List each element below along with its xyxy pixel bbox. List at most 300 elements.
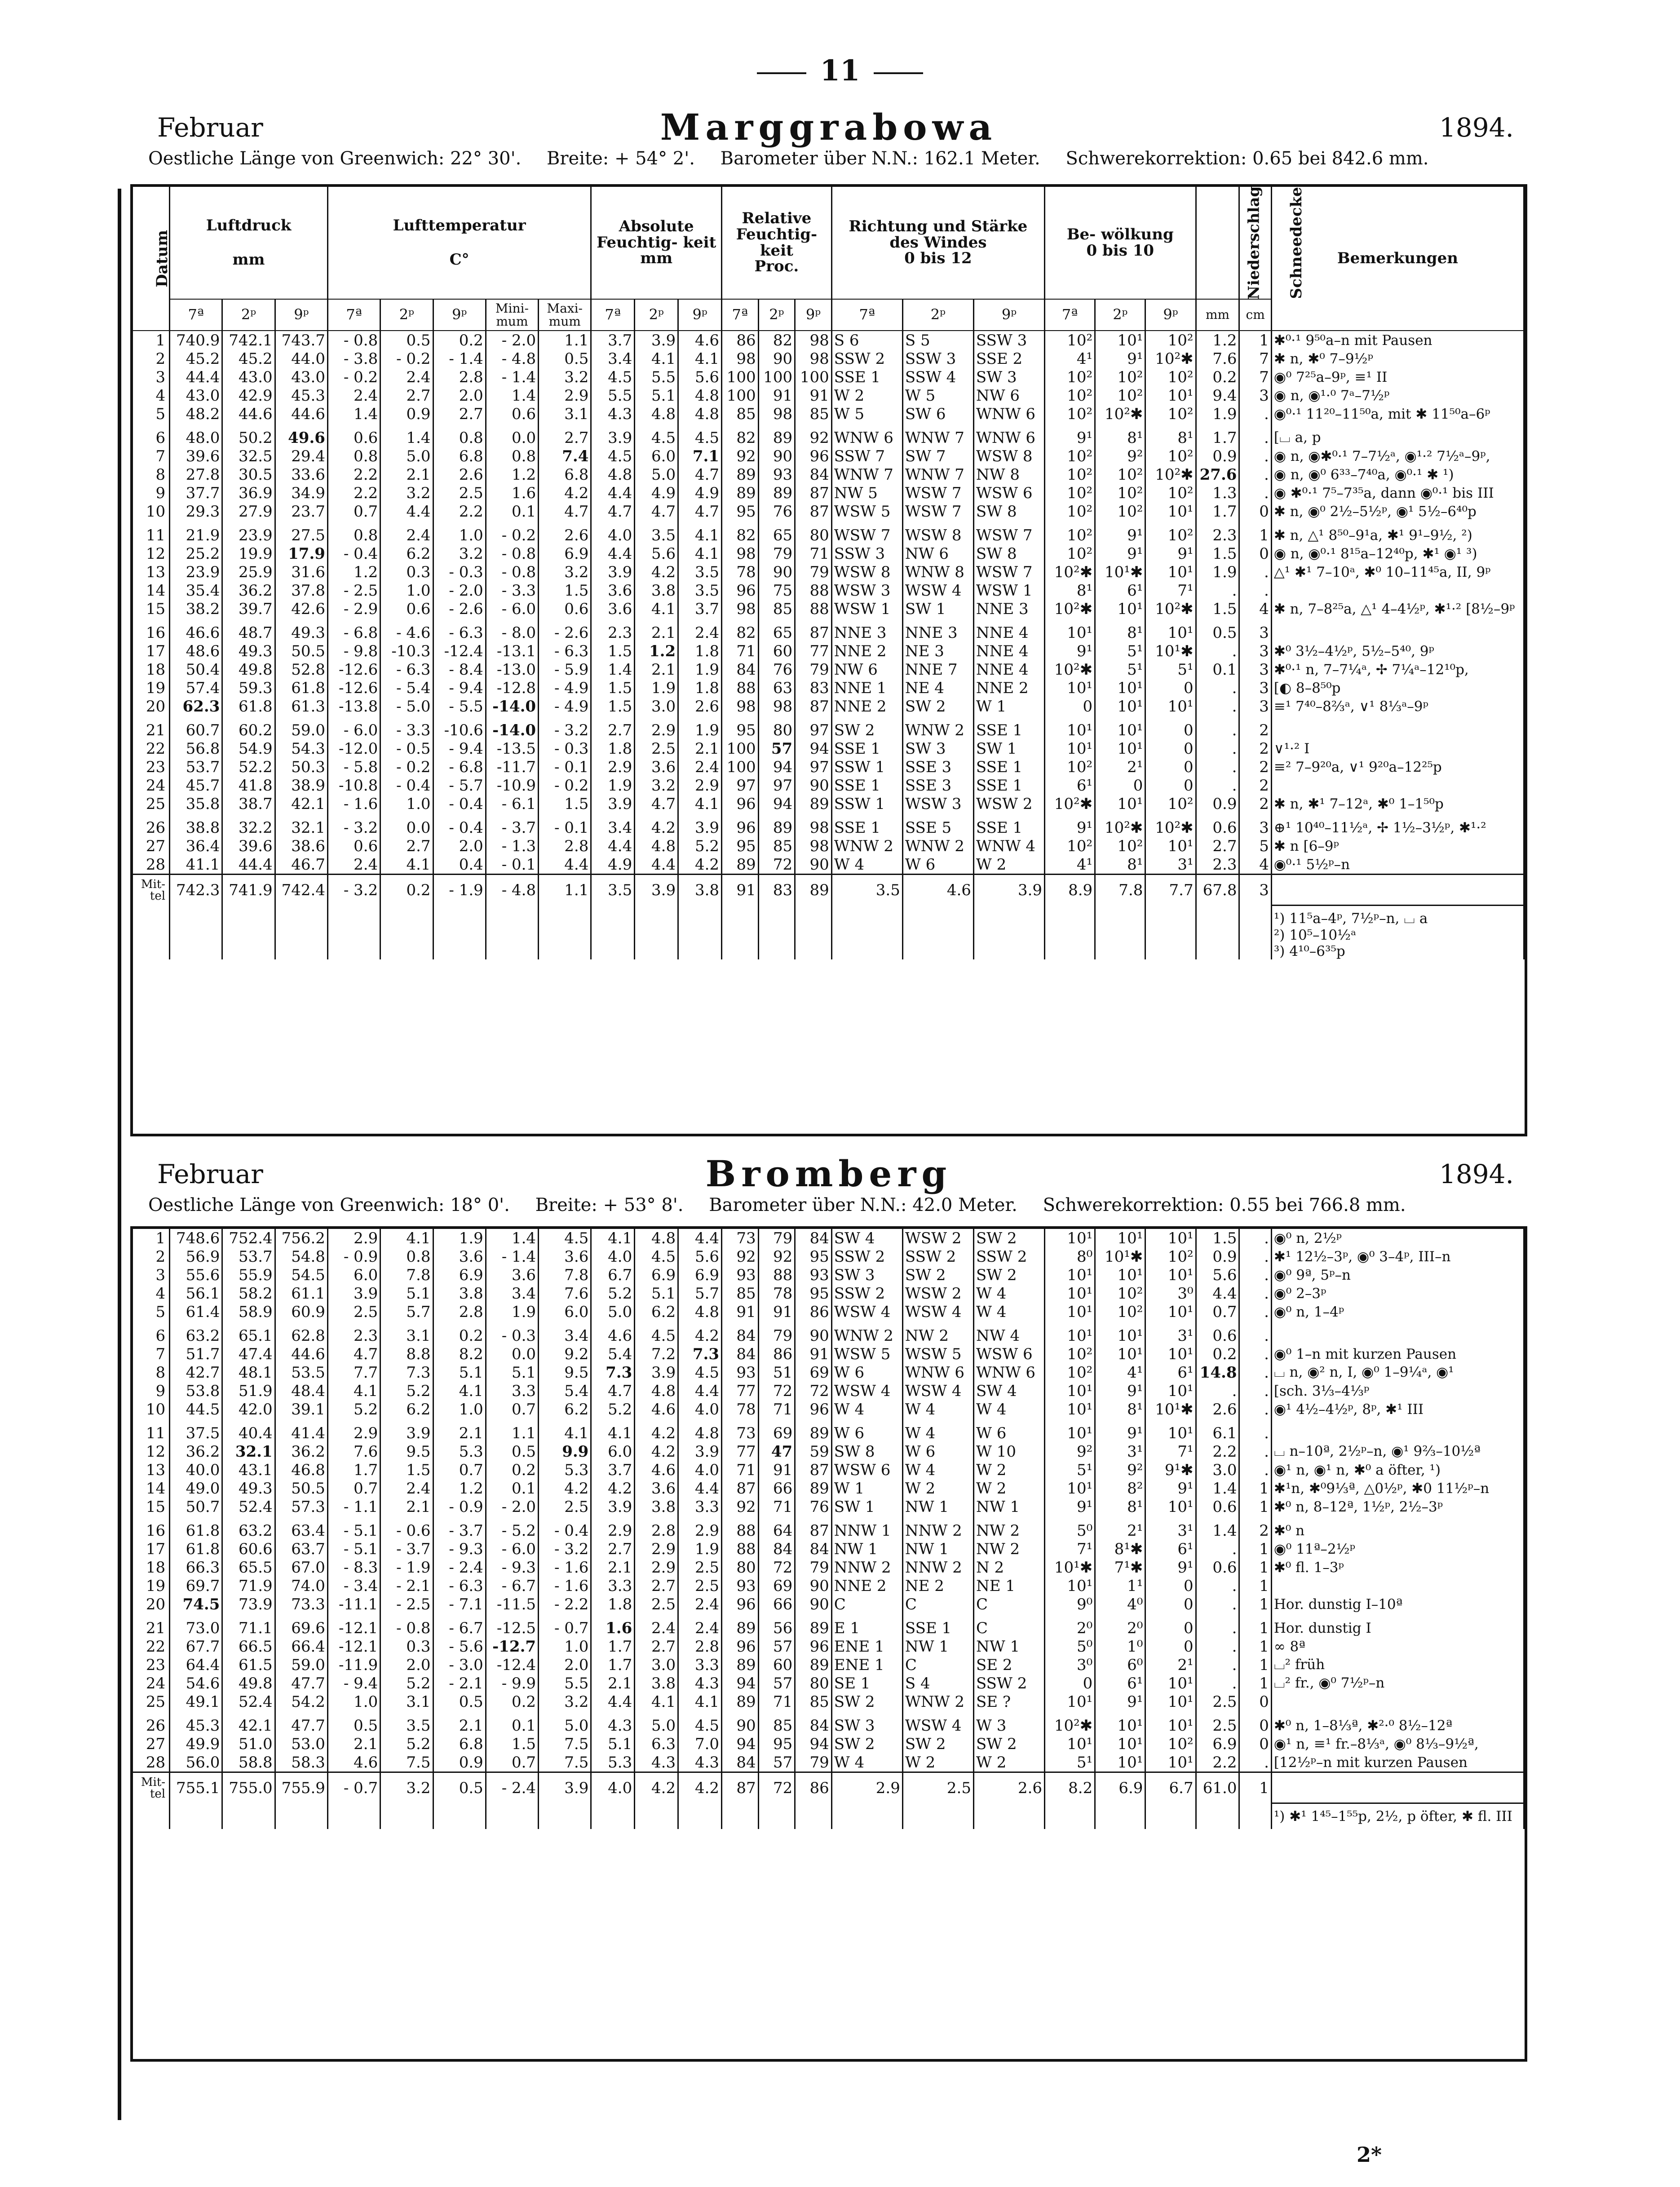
gap-cell bbox=[678, 813, 722, 818]
value-cell: 3 bbox=[1239, 679, 1271, 697]
value-cell: 0.9 bbox=[1196, 1247, 1239, 1266]
value-cell: 2.2 bbox=[433, 502, 486, 521]
gap-cell bbox=[795, 1613, 832, 1619]
gap-cell bbox=[222, 1321, 275, 1326]
value-cell: 6.0 bbox=[635, 447, 678, 465]
value-cell: W 1 bbox=[973, 697, 1044, 716]
value-cell: - 3.0 bbox=[433, 1656, 486, 1674]
value-cell: - 0.6 bbox=[380, 1521, 433, 1540]
table-row bbox=[133, 1382, 1524, 1400]
remark-cell: ⌴ n, ◉² n, I, ◉⁰ 1–9¼ᵃ, ◉¹ bbox=[1271, 1363, 1524, 1382]
value-cell: 10² bbox=[1045, 526, 1095, 544]
table-row bbox=[133, 526, 1524, 544]
remark-cell: ✱¹n, ✱⁰9⅓ª, △0½ᵖ, ✱0 11½ᵖ–n bbox=[1271, 1479, 1524, 1498]
value-cell: NW 1 bbox=[973, 1637, 1044, 1656]
value-cell: 5.3 bbox=[591, 1753, 635, 1772]
value-cell: 0.2 bbox=[433, 331, 486, 349]
value-cell: 10² bbox=[1145, 526, 1196, 544]
value-cell: 1.9 bbox=[678, 721, 722, 739]
value-cell: 4.2 bbox=[635, 1424, 678, 1442]
value-cell: 10² bbox=[1045, 544, 1095, 563]
table-row bbox=[133, 1400, 1524, 1418]
gap-cell bbox=[902, 1711, 973, 1716]
value-cell: 89 bbox=[722, 484, 759, 502]
value-cell: 9¹ bbox=[1045, 642, 1095, 660]
value-cell: 1.2 bbox=[327, 563, 380, 581]
value-cell: 2.7 bbox=[539, 429, 591, 447]
value-cell: WSW 8 bbox=[831, 563, 902, 581]
value-cell: 64 bbox=[758, 1521, 795, 1540]
value-cell: 7.3 bbox=[380, 1363, 433, 1382]
value-cell: 5¹ bbox=[1145, 660, 1196, 679]
value-cell: SW 6 bbox=[902, 405, 973, 423]
gap-cell bbox=[722, 716, 759, 721]
gap-cell bbox=[795, 1321, 832, 1326]
value-cell: 4¹ bbox=[1045, 855, 1095, 875]
value-cell: 3.1 bbox=[539, 405, 591, 423]
value-cell: 7.3 bbox=[591, 1363, 635, 1382]
value-cell: 3.7 bbox=[591, 1461, 635, 1479]
remark-cell: ✱ n [6–9ᵖ bbox=[1271, 837, 1524, 855]
value-cell: 2.8 bbox=[433, 1303, 486, 1321]
group-gap bbox=[133, 423, 1524, 429]
value-cell: 4.4 bbox=[635, 855, 678, 875]
gap-cell bbox=[170, 1516, 222, 1521]
sub-9p: 9ᵖ bbox=[678, 299, 722, 331]
value-cell: 93 bbox=[758, 465, 795, 484]
gap-cell bbox=[722, 1613, 759, 1619]
value-cell: - 2.0 bbox=[486, 331, 538, 349]
value-cell: 3.0 bbox=[1196, 1461, 1239, 1479]
value-cell: 4.4 bbox=[678, 1479, 722, 1498]
value-cell: 53.7 bbox=[170, 758, 222, 776]
value-cell: 8¹ bbox=[1045, 581, 1095, 600]
day-cell: 6 bbox=[133, 1326, 170, 1345]
gap-cell bbox=[539, 1321, 591, 1326]
value-cell: 4.2 bbox=[591, 1479, 635, 1498]
value-cell: 7.8 bbox=[539, 1266, 591, 1284]
value-cell: 2.9 bbox=[539, 386, 591, 405]
mean-cell: 4.2 bbox=[678, 1772, 722, 1803]
value-cell: 1.9 bbox=[635, 679, 678, 697]
weather-table bbox=[133, 187, 1525, 959]
mean-cell: 3.2 bbox=[380, 1772, 433, 1803]
value-cell: 3.9 bbox=[327, 1284, 380, 1303]
value-cell: 1.9 bbox=[678, 1540, 722, 1558]
value-cell: 8¹ bbox=[1095, 1400, 1145, 1418]
value-cell: 0.3 bbox=[380, 1637, 433, 1656]
value-cell: SW 8 bbox=[973, 544, 1044, 563]
mean-cell: 3.5 bbox=[831, 875, 902, 906]
value-cell: 10² bbox=[1045, 405, 1095, 423]
value-cell: 4.5 bbox=[678, 1716, 722, 1735]
gap-cell bbox=[486, 1516, 538, 1521]
value-cell: 10² bbox=[1145, 447, 1196, 465]
value-cell: 4.4 bbox=[678, 1382, 722, 1400]
gap-cell bbox=[722, 1321, 759, 1326]
remark-cell: Hor. dunstig I bbox=[1271, 1619, 1524, 1637]
value-cell: 61.8 bbox=[222, 697, 275, 716]
value-cell: . bbox=[1196, 1577, 1239, 1595]
value-cell: NNW 2 bbox=[902, 1521, 973, 1540]
value-cell: 8¹ bbox=[1095, 429, 1145, 447]
value-cell: 29.3 bbox=[170, 502, 222, 521]
value-cell: 86 bbox=[795, 1303, 832, 1321]
mean-cell: - 0.7 bbox=[327, 1772, 380, 1803]
value-cell: 63 bbox=[758, 679, 795, 697]
value-cell: 2.9 bbox=[635, 1558, 678, 1577]
station-year: 1894. bbox=[1439, 1159, 1514, 1189]
value-cell: 43.0 bbox=[170, 386, 222, 405]
value-cell: 2.3 bbox=[1196, 855, 1239, 875]
value-cell: SSW 2 bbox=[831, 349, 902, 368]
station-table-2 bbox=[130, 1226, 1527, 2062]
value-cell: SW 3 bbox=[831, 1716, 902, 1735]
value-cell: 2.7 bbox=[591, 1540, 635, 1558]
value-cell: 10¹ bbox=[1045, 721, 1095, 739]
value-cell: 90 bbox=[722, 1716, 759, 1735]
value-cell: 1.7 bbox=[591, 1637, 635, 1656]
value-cell: 3.8 bbox=[635, 581, 678, 600]
sub-7a: 7ª bbox=[591, 299, 635, 331]
value-cell: - 0.2 bbox=[327, 368, 380, 386]
value-cell: S 4 bbox=[902, 1674, 973, 1692]
value-cell: SW 1 bbox=[973, 739, 1044, 758]
value-cell: 89 bbox=[795, 1424, 832, 1442]
value-cell: 752.4 bbox=[222, 1229, 275, 1247]
value-cell: 82 bbox=[722, 623, 759, 642]
value-cell: 36.2 bbox=[170, 1442, 222, 1461]
group-gap bbox=[133, 521, 1524, 526]
value-cell: 4.2 bbox=[635, 563, 678, 581]
gap-cell bbox=[831, 1613, 902, 1619]
value-cell: 42.1 bbox=[222, 1716, 275, 1735]
gap-cell bbox=[635, 521, 678, 526]
remark-cell: [sch. 3⅓–4⅓ᵖ bbox=[1271, 1382, 1524, 1400]
value-cell: - 0.8 bbox=[486, 544, 538, 563]
value-cell: . bbox=[1239, 1382, 1271, 1400]
value-cell: 2¹ bbox=[1095, 1521, 1145, 1540]
value-cell: 10²✱ bbox=[1095, 405, 1145, 423]
day-cell: 2 bbox=[133, 1247, 170, 1266]
value-cell: SE 2 bbox=[973, 1656, 1044, 1674]
value-cell: 10²✱ bbox=[1145, 465, 1196, 484]
value-cell: ENE 1 bbox=[831, 1656, 902, 1674]
value-cell: 3.5 bbox=[678, 563, 722, 581]
value-cell: 7.7 bbox=[327, 1363, 380, 1382]
value-cell: SW 2 bbox=[973, 1229, 1044, 1247]
value-cell: . bbox=[1196, 721, 1239, 739]
value-cell: W 2 bbox=[973, 855, 1044, 875]
value-cell: - 6.7 bbox=[486, 1577, 538, 1595]
gap-cell bbox=[539, 521, 591, 526]
value-cell: 8¹ bbox=[1095, 855, 1145, 875]
value-cell: 5¹ bbox=[1095, 642, 1145, 660]
value-cell: 9¹ bbox=[1095, 526, 1145, 544]
value-cell: 10¹ bbox=[1145, 502, 1196, 521]
value-cell: 1.4 bbox=[591, 660, 635, 679]
value-cell: 100 bbox=[795, 368, 832, 386]
mean-cell: 741.9 bbox=[222, 875, 275, 906]
value-cell: 8¹ bbox=[1095, 623, 1145, 642]
value-cell: 100 bbox=[758, 368, 795, 386]
gap-cell bbox=[539, 1711, 591, 1716]
gap-cell bbox=[1271, 1516, 1524, 1521]
station-latitude: Breite: + 53° 8'. bbox=[535, 1195, 684, 1215]
table-row bbox=[133, 1577, 1524, 1595]
value-cell: 1¹ bbox=[1095, 1577, 1145, 1595]
value-cell: 71 bbox=[722, 1461, 759, 1479]
value-cell: NW 4 bbox=[973, 1326, 1044, 1345]
value-cell: 48.2 bbox=[170, 405, 222, 423]
value-cell: 4.8 bbox=[678, 386, 722, 405]
value-cell: 9¹ bbox=[1145, 544, 1196, 563]
sub-7a: 7ª bbox=[1045, 299, 1095, 331]
value-cell: 19.9 bbox=[222, 544, 275, 563]
value-cell: 10¹ bbox=[1045, 1229, 1095, 1247]
value-cell: 44.6 bbox=[222, 405, 275, 423]
gap-cell bbox=[539, 1516, 591, 1521]
value-cell: SSW 2 bbox=[973, 1674, 1044, 1692]
value-cell: 3 bbox=[1239, 623, 1271, 642]
gap-cell bbox=[1095, 1418, 1145, 1424]
value-cell: 10¹ bbox=[1095, 600, 1145, 618]
value-cell: 91 bbox=[795, 386, 832, 405]
value-cell: 1.8 bbox=[678, 642, 722, 660]
value-cell: 0.5 bbox=[380, 331, 433, 349]
value-cell: 4.4 bbox=[380, 502, 433, 521]
value-cell: 1.4 bbox=[486, 386, 538, 405]
value-cell: -10.9 bbox=[486, 776, 538, 795]
table-row bbox=[133, 1595, 1524, 1613]
empty-cell bbox=[380, 1803, 433, 1829]
value-cell: . bbox=[1239, 465, 1271, 484]
mean-cell: 2.5 bbox=[902, 1772, 973, 1803]
gap-cell bbox=[635, 423, 678, 429]
value-cell: 3.6 bbox=[539, 1247, 591, 1266]
value-cell: 1 bbox=[1239, 1637, 1271, 1656]
value-cell: WNW 4 bbox=[973, 837, 1044, 855]
gap-cell bbox=[1045, 1516, 1095, 1521]
gap-cell bbox=[758, 423, 795, 429]
value-cell: 1 bbox=[1239, 1619, 1271, 1637]
col-wind bbox=[831, 187, 1044, 299]
gap-cell bbox=[433, 618, 486, 623]
col-abs-feucht-label: Absolute Feuchtig- keit bbox=[597, 217, 716, 252]
gap-cell bbox=[1271, 1321, 1524, 1326]
mean-cell: 8.2 bbox=[1045, 1772, 1095, 1803]
value-cell: 10² bbox=[1045, 465, 1095, 484]
value-cell: 59.0 bbox=[275, 721, 327, 739]
value-cell: WSW 4 bbox=[902, 1303, 973, 1321]
value-cell: WSW 4 bbox=[902, 1382, 973, 1400]
value-cell: 2.9 bbox=[635, 721, 678, 739]
value-cell: 0.7 bbox=[433, 1461, 486, 1479]
value-cell: 3.2 bbox=[539, 563, 591, 581]
value-cell: 55.9 bbox=[222, 1266, 275, 1284]
gap-cell bbox=[133, 618, 170, 623]
value-cell: 38.6 bbox=[275, 837, 327, 855]
day-cell: 19 bbox=[133, 679, 170, 697]
remark-cell: ◉⁰ n, 2½ᵖ bbox=[1271, 1229, 1524, 1247]
remark-cell: ✱ n, ✱¹ 7–12ᵃ, ✱⁰ 1–1⁵⁰p bbox=[1271, 795, 1524, 813]
value-cell: 5.1 bbox=[380, 1284, 433, 1303]
value-cell: 0.1 bbox=[486, 1479, 538, 1498]
table-row bbox=[133, 1303, 1524, 1321]
value-cell: 5.2 bbox=[591, 1400, 635, 1418]
col-lufttemperatur-unit: C° bbox=[449, 250, 469, 269]
value-cell: SW 3 bbox=[902, 739, 973, 758]
value-cell: 67.0 bbox=[275, 1558, 327, 1577]
table-row bbox=[133, 1326, 1524, 1345]
value-cell: 85 bbox=[795, 1692, 832, 1711]
value-cell: . bbox=[1239, 1363, 1271, 1382]
value-cell: 8⁰ bbox=[1045, 1247, 1095, 1266]
mean-cell: 7.8 bbox=[1095, 875, 1145, 906]
value-cell: 10¹ bbox=[1095, 1266, 1145, 1284]
value-cell: NW 6 bbox=[902, 544, 973, 563]
gap-cell bbox=[1145, 1613, 1196, 1619]
footnote: ¹) ✱¹ 1⁴⁵–1⁵⁵p, 2½, p öfter, ✱ fl. III bbox=[1273, 1808, 1512, 1825]
mean-cell: 67.8 bbox=[1196, 875, 1239, 906]
value-cell: 90 bbox=[795, 1326, 832, 1345]
day-cell: 12 bbox=[133, 544, 170, 563]
col-datum: Datum bbox=[133, 187, 170, 331]
value-cell: 3.0 bbox=[635, 697, 678, 716]
value-cell: SSW 3 bbox=[831, 544, 902, 563]
value-cell: 4.7 bbox=[591, 1382, 635, 1400]
col-lufttemperatur bbox=[327, 187, 591, 299]
value-cell: 10² bbox=[1045, 758, 1095, 776]
value-cell: 2.7 bbox=[380, 386, 433, 405]
value-cell: 71 bbox=[795, 544, 832, 563]
value-cell: 89 bbox=[758, 818, 795, 837]
value-cell: - 0.5 bbox=[380, 739, 433, 758]
value-cell: WSW 4 bbox=[902, 581, 973, 600]
value-cell: NW 8 bbox=[973, 465, 1044, 484]
gap-cell bbox=[678, 1418, 722, 1424]
value-cell: 10¹ bbox=[1095, 1716, 1145, 1735]
value-cell: 37.7 bbox=[170, 484, 222, 502]
mean-cell: 91 bbox=[722, 875, 759, 906]
value-cell: . bbox=[1239, 1284, 1271, 1303]
value-cell: 39.7 bbox=[222, 600, 275, 618]
value-cell: 10² bbox=[1145, 795, 1196, 813]
value-cell: 5.4 bbox=[539, 1382, 591, 1400]
value-cell: 4.1 bbox=[591, 1229, 635, 1247]
dash-left bbox=[757, 72, 806, 74]
value-cell: 3.1 bbox=[380, 1326, 433, 1345]
gap-cell bbox=[327, 618, 380, 623]
value-cell: SW 2 bbox=[973, 1735, 1044, 1753]
value-cell: 49.8 bbox=[222, 660, 275, 679]
value-cell: 5.5 bbox=[539, 1674, 591, 1692]
day-cell: 28 bbox=[133, 855, 170, 875]
value-cell: 52.4 bbox=[222, 1692, 275, 1711]
gap-cell bbox=[275, 423, 327, 429]
value-cell: 1.9 bbox=[678, 660, 722, 679]
day-cell: 4 bbox=[133, 1284, 170, 1303]
value-cell: 10¹ bbox=[1095, 1326, 1145, 1345]
value-cell: 84 bbox=[722, 1326, 759, 1345]
value-cell: 43.0 bbox=[222, 368, 275, 386]
value-cell: 8.8 bbox=[380, 1345, 433, 1363]
value-cell: 6.0 bbox=[591, 1442, 635, 1461]
value-cell: 6.9 bbox=[678, 1266, 722, 1284]
value-cell: . bbox=[1239, 563, 1271, 581]
value-cell: 2⁰ bbox=[1095, 1619, 1145, 1637]
value-cell: 3.4 bbox=[486, 1284, 538, 1303]
value-cell: 2.0 bbox=[433, 837, 486, 855]
gap-cell bbox=[133, 1711, 170, 1716]
value-cell: WSW 5 bbox=[831, 502, 902, 521]
value-cell: 3⁰ bbox=[1145, 1284, 1196, 1303]
value-cell: 4.1 bbox=[678, 544, 722, 563]
value-cell: 5.6 bbox=[1196, 1266, 1239, 1284]
value-cell: 7.6 bbox=[1196, 349, 1239, 368]
gap-cell bbox=[170, 1418, 222, 1424]
value-cell: - 9.4 bbox=[327, 1674, 380, 1692]
value-cell: 10²✱ bbox=[1045, 563, 1095, 581]
value-cell: -10.3 bbox=[380, 642, 433, 660]
gap-cell bbox=[1095, 1516, 1145, 1521]
value-cell: 1.8 bbox=[591, 1595, 635, 1613]
gap-cell bbox=[1145, 1711, 1196, 1716]
value-cell: 50.3 bbox=[275, 758, 327, 776]
gap-cell bbox=[902, 618, 973, 623]
value-cell: 85 bbox=[758, 837, 795, 855]
value-cell: 56.1 bbox=[170, 1284, 222, 1303]
value-cell: 1.0 bbox=[380, 581, 433, 600]
value-cell: 92 bbox=[722, 1498, 759, 1516]
value-cell: 4.5 bbox=[539, 1229, 591, 1247]
gap-cell bbox=[327, 813, 380, 818]
value-cell: 3¹ bbox=[1145, 1521, 1196, 1540]
value-cell: 1.2 bbox=[486, 465, 538, 484]
value-cell: WNW 7 bbox=[902, 429, 973, 447]
value-cell: 36.2 bbox=[275, 1442, 327, 1461]
value-cell: 2.2 bbox=[327, 484, 380, 502]
value-cell: SSW 7 bbox=[831, 447, 902, 465]
col-abs-feucht-unit: mm bbox=[640, 249, 673, 268]
value-cell: 3.9 bbox=[635, 331, 678, 349]
value-cell: 94 bbox=[795, 1735, 832, 1753]
value-cell: 2.4 bbox=[635, 1619, 678, 1637]
value-cell: 4.5 bbox=[591, 368, 635, 386]
value-cell: 5.1 bbox=[635, 386, 678, 405]
value-cell: - 0.9 bbox=[433, 1498, 486, 1516]
remark-cell: ◉ n, ◉¹·⁰ 7ᵃ–7½ᵖ bbox=[1271, 386, 1524, 405]
value-cell: 98 bbox=[795, 349, 832, 368]
value-cell: 1.9 bbox=[591, 776, 635, 795]
table-row bbox=[133, 386, 1524, 405]
gap-cell bbox=[758, 521, 795, 526]
gap-cell bbox=[722, 618, 759, 623]
value-cell: - 1.4 bbox=[486, 368, 538, 386]
value-cell: WSW 8 bbox=[973, 447, 1044, 465]
gap-cell bbox=[327, 1613, 380, 1619]
gap-cell bbox=[758, 813, 795, 818]
value-cell: 10¹ bbox=[1145, 697, 1196, 716]
value-cell: 4.6 bbox=[327, 1753, 380, 1772]
day-cell: 23 bbox=[133, 758, 170, 776]
value-cell: 96 bbox=[722, 581, 759, 600]
value-cell: 5.7 bbox=[380, 1303, 433, 1321]
value-cell: 38.7 bbox=[222, 795, 275, 813]
value-cell: - 0.8 bbox=[380, 1619, 433, 1637]
value-cell: 0.6 bbox=[1196, 818, 1239, 837]
gap-cell bbox=[635, 1711, 678, 1716]
